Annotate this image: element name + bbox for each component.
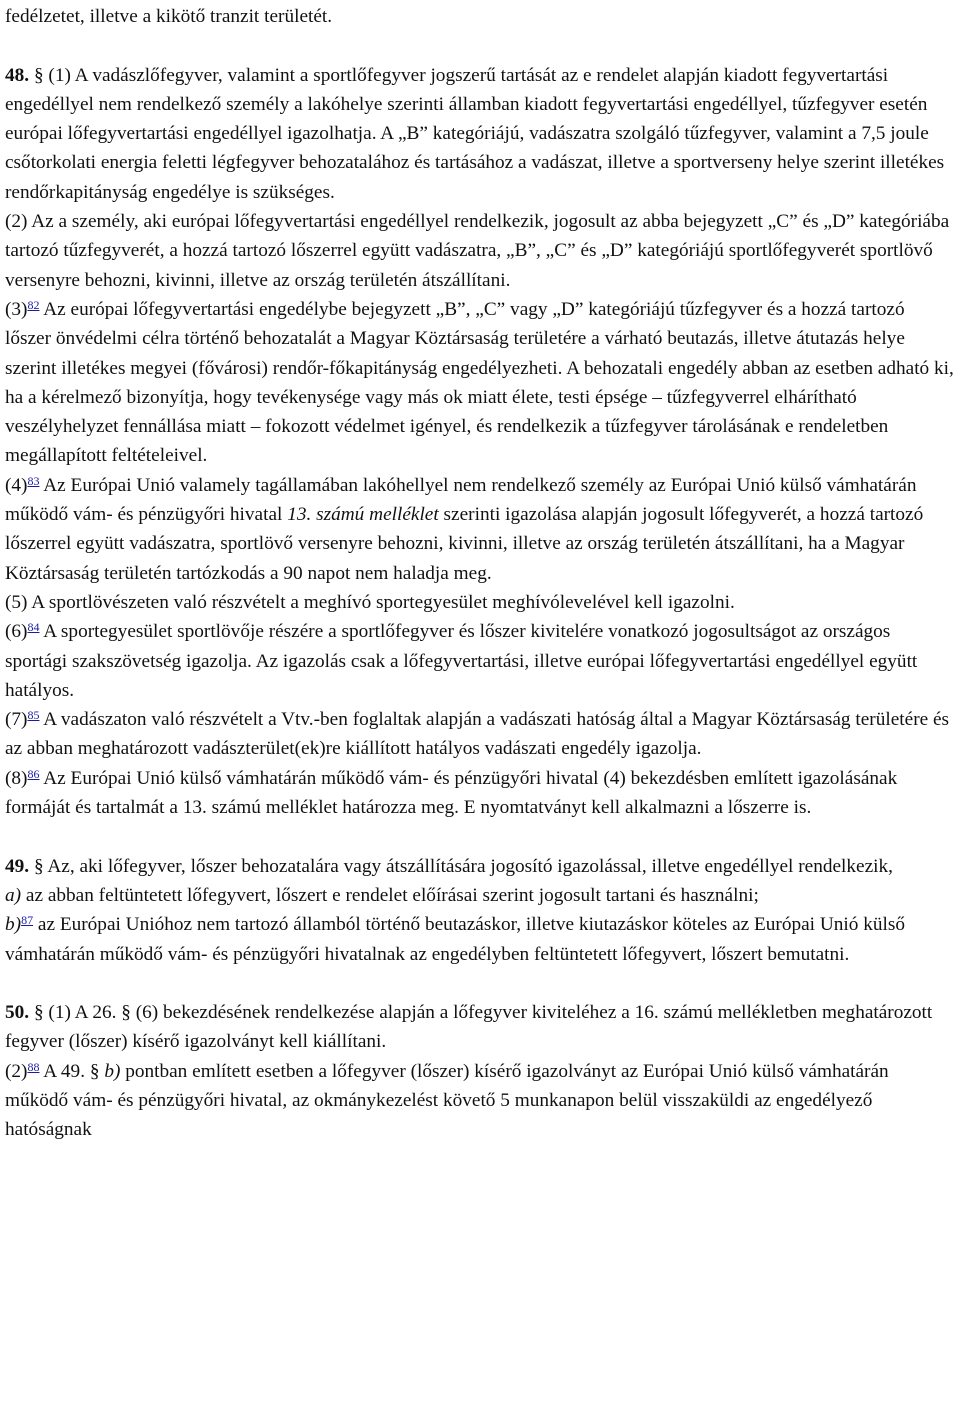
paragraph-text: (2) Az a személy, aki európai lőfegyvertartási engedéllyel rendelkezik, jogosult az abba bejegyzett „C” és „D” kategóriába tartozó tűzfegyverét, a hozzá tartozó lőszerrel együtt vadászatra, „B”, „C” és „D” kategóriájú sportlőfegyverét sportlövő versenyre behozni, kivinni, illetve az ország területén átszállítani. bbox=[5, 211, 950, 291]
section-49-point-a bbox=[5, 881, 955, 910]
paragraph-gap bbox=[5, 31, 955, 60]
section-50-paragraph-1 bbox=[5, 998, 955, 1057]
section-sign: § bbox=[33, 855, 44, 877]
section-48-paragraph-6 bbox=[5, 617, 955, 705]
paragraph-text: Az európai lőfegyvertartási engedélybe bejegyzett „B”, „C” vagy „D” kategóriájú tűzfegyver és a hozzá tartozó lőszer önvédelmi célra történő behozatalát a Magyar Köztársaság területére a várható beutazás, illetve átutazás helye szerint illetékes megyei (fővárosi) rendőr-főkapitányság engedélyezheti. A behozatali engedély abban az esetben adható ki, ha a kérelmező bizonyítja, hogy tevékenysége vagy más ok miatt élete, testi épsége – tűzfegyverrel elhárítható veszélyhelyzet fennállása miatt – fokozott védelmet igényel, és rendelkezik a tűzfegyver tárolásának e rendeletben megállapított feltételeivel. bbox=[5, 298, 954, 467]
footnote-link-84[interactable]: 84 bbox=[27, 620, 40, 635]
section-48-paragraph-8 bbox=[5, 764, 955, 823]
section-48-paragraph-7 bbox=[5, 705, 955, 764]
annex-reference: 13. számú melléklet bbox=[287, 504, 439, 526]
footnote-link-88[interactable]: 88 bbox=[27, 1059, 40, 1074]
paragraph-label: (4) bbox=[5, 474, 28, 496]
paragraph-label: (6) bbox=[5, 621, 28, 643]
paragraph-text: az Európai Unióhoz nem tartozó államból történő beutazáskor, illetve kiutazáskor köteles az Európai Unió külső vámhatárán működő vám- és pénzügyőri hivatalnak az engedélyben feltüntetett lőfegyvert, lőszert bemutatni. bbox=[5, 914, 906, 965]
paragraph-label: (2) bbox=[5, 1060, 28, 1082]
paragraph-gap bbox=[5, 822, 955, 851]
footnote-link-86[interactable]: 86 bbox=[27, 766, 40, 781]
section-number: 48. bbox=[5, 64, 30, 86]
paragraph-label: (3) bbox=[5, 298, 28, 320]
point-reference: b) bbox=[104, 1060, 121, 1082]
paragraph-text: (1) A 26. § (6) bekezdésének rendelkezése alapján a lőfegyver kiviteléhez a 16. számú mellékletben meghatározott fegyver (lőszer) kísérő igazolványt kell kiállítani. bbox=[5, 1002, 933, 1053]
paragraph-gap bbox=[5, 969, 955, 998]
section-49-point-b bbox=[5, 910, 955, 969]
intro-text: fedélzetet, illetve a kikötő tranzit területét. bbox=[5, 6, 333, 27]
footnote-link-82[interactable]: 82 bbox=[27, 297, 40, 312]
footnote-link-87[interactable]: 87 bbox=[21, 913, 34, 928]
section-48-paragraph-3 bbox=[5, 295, 955, 471]
paragraph-text: Az Európai Unió valamely tagállamában lakóhellyel nem rendelkező személy az Európai Unió külső vámhatárán működő vám- és pénzügyőri hivatal bbox=[5, 474, 917, 526]
paragraph-text: szerinti igazolása alapján jogosult lőfegyverét, a hozzá tartozó lőszerrel együtt vadászatra, sportlövő versenyre behozni, kivinni, illetve az ország területén átszállítani, ha a Magyar Köztársaság területén tartózkodás a 90 napot nem haladja meg. bbox=[5, 504, 924, 584]
paragraph-text: Az Európai Unió külső vámhatárán működő vám- és pénzügyőri hivatal (4) bekezdésben említett igazolásának formáját és tartalmát a 13. számú melléklet határozza meg. E nyomtatványt kell alkalmazni a lőszerre is. bbox=[5, 767, 898, 819]
section-48-paragraph-2 bbox=[5, 207, 955, 295]
paragraph-label: (8) bbox=[5, 767, 28, 789]
paragraph-text: az abban feltüntetett lőfegyvert, lőszert e rendelet előírásai szerint jogosult tartani és használni; bbox=[21, 884, 759, 906]
paragraph-text: (1) A vadászlőfegyver, valamint a sportlőfegyver jogszerű tartását az e rendelet alapján kiadott fegyvertartási engedéllyel nem rendelkező személy a lakóhelye szerinti államban kiadott fegyvertartási engedéllyel, tűzfegyver esetén európai lőfegyvertartási engedéllyel igazolhatja. A „B” kategóriájú, vadászatra szolgáló tűzfegyver, valamint a 7,5 joule csőtorkolati energia feletti légfegyver behozatalához és tartásához a vadászat, illetve a sportverseny helye szerint illetékes rendőrkapitányság engedélye is szükséges. bbox=[5, 64, 945, 203]
section-sign: § bbox=[33, 64, 44, 86]
paragraph-label: (7) bbox=[5, 709, 28, 731]
section-48-paragraph-5 bbox=[5, 588, 955, 617]
section-48-paragraph-1 bbox=[5, 61, 955, 207]
paragraph-text: (5) A sportlövészeten való részvételt a meghívó sportegyesület meghívólevelével kell igazolni. bbox=[5, 591, 735, 613]
paragraph-text: Az, aki lőfegyver, lőszer behozatalára vagy átszállítására jogosító igazolással, illetve engedéllyel rendelkezik, bbox=[43, 855, 893, 877]
intro-paragraph bbox=[5, 2, 955, 31]
section-48-paragraph-4 bbox=[5, 471, 955, 588]
paragraph-text: A sportegyesület sportlövője részére a sportlőfegyver és lőszer kivitelére vonatkozó jogosultságot az országos sportági szakszövetség igazolja. Az igazolás csak a lőfegyvertartási, illetve európai lőfegyvertartási engedéllyel együtt hatályos. bbox=[5, 621, 918, 701]
paragraph-text: pontban említett esetben a lőfegyver (lőszer) kísérő igazolványt az Európai Unió külső vámhatárán működő vám- és pénzügyőri hivatal, az okmánykezelést követő 5 munkanapon belül visszaküldi az engedélyező hatóságnak bbox=[5, 1060, 889, 1141]
section-sign: § bbox=[33, 1002, 44, 1024]
section-49-intro bbox=[5, 852, 955, 881]
paragraph-text: A vadászaton való részvételt a Vtv.-ben foglaltak alapján a vadászati hatóság által a Magyar Köztársaság területére és az abban meghatározott vadászterület(ek)re kiállított hatályos vadászati engedély igazolja. bbox=[5, 709, 950, 760]
document-body bbox=[5, 2, 955, 1145]
paragraph-text: A 49. § bbox=[39, 1060, 105, 1082]
footnote-link-85[interactable]: 85 bbox=[27, 708, 40, 723]
section-number: 49. bbox=[5, 855, 30, 877]
point-label: b) bbox=[5, 914, 22, 936]
section-number: 50. bbox=[5, 1002, 30, 1024]
footnote-link-83[interactable]: 83 bbox=[27, 473, 40, 488]
point-label: a) bbox=[5, 884, 22, 906]
section-50-paragraph-2 bbox=[5, 1057, 955, 1145]
